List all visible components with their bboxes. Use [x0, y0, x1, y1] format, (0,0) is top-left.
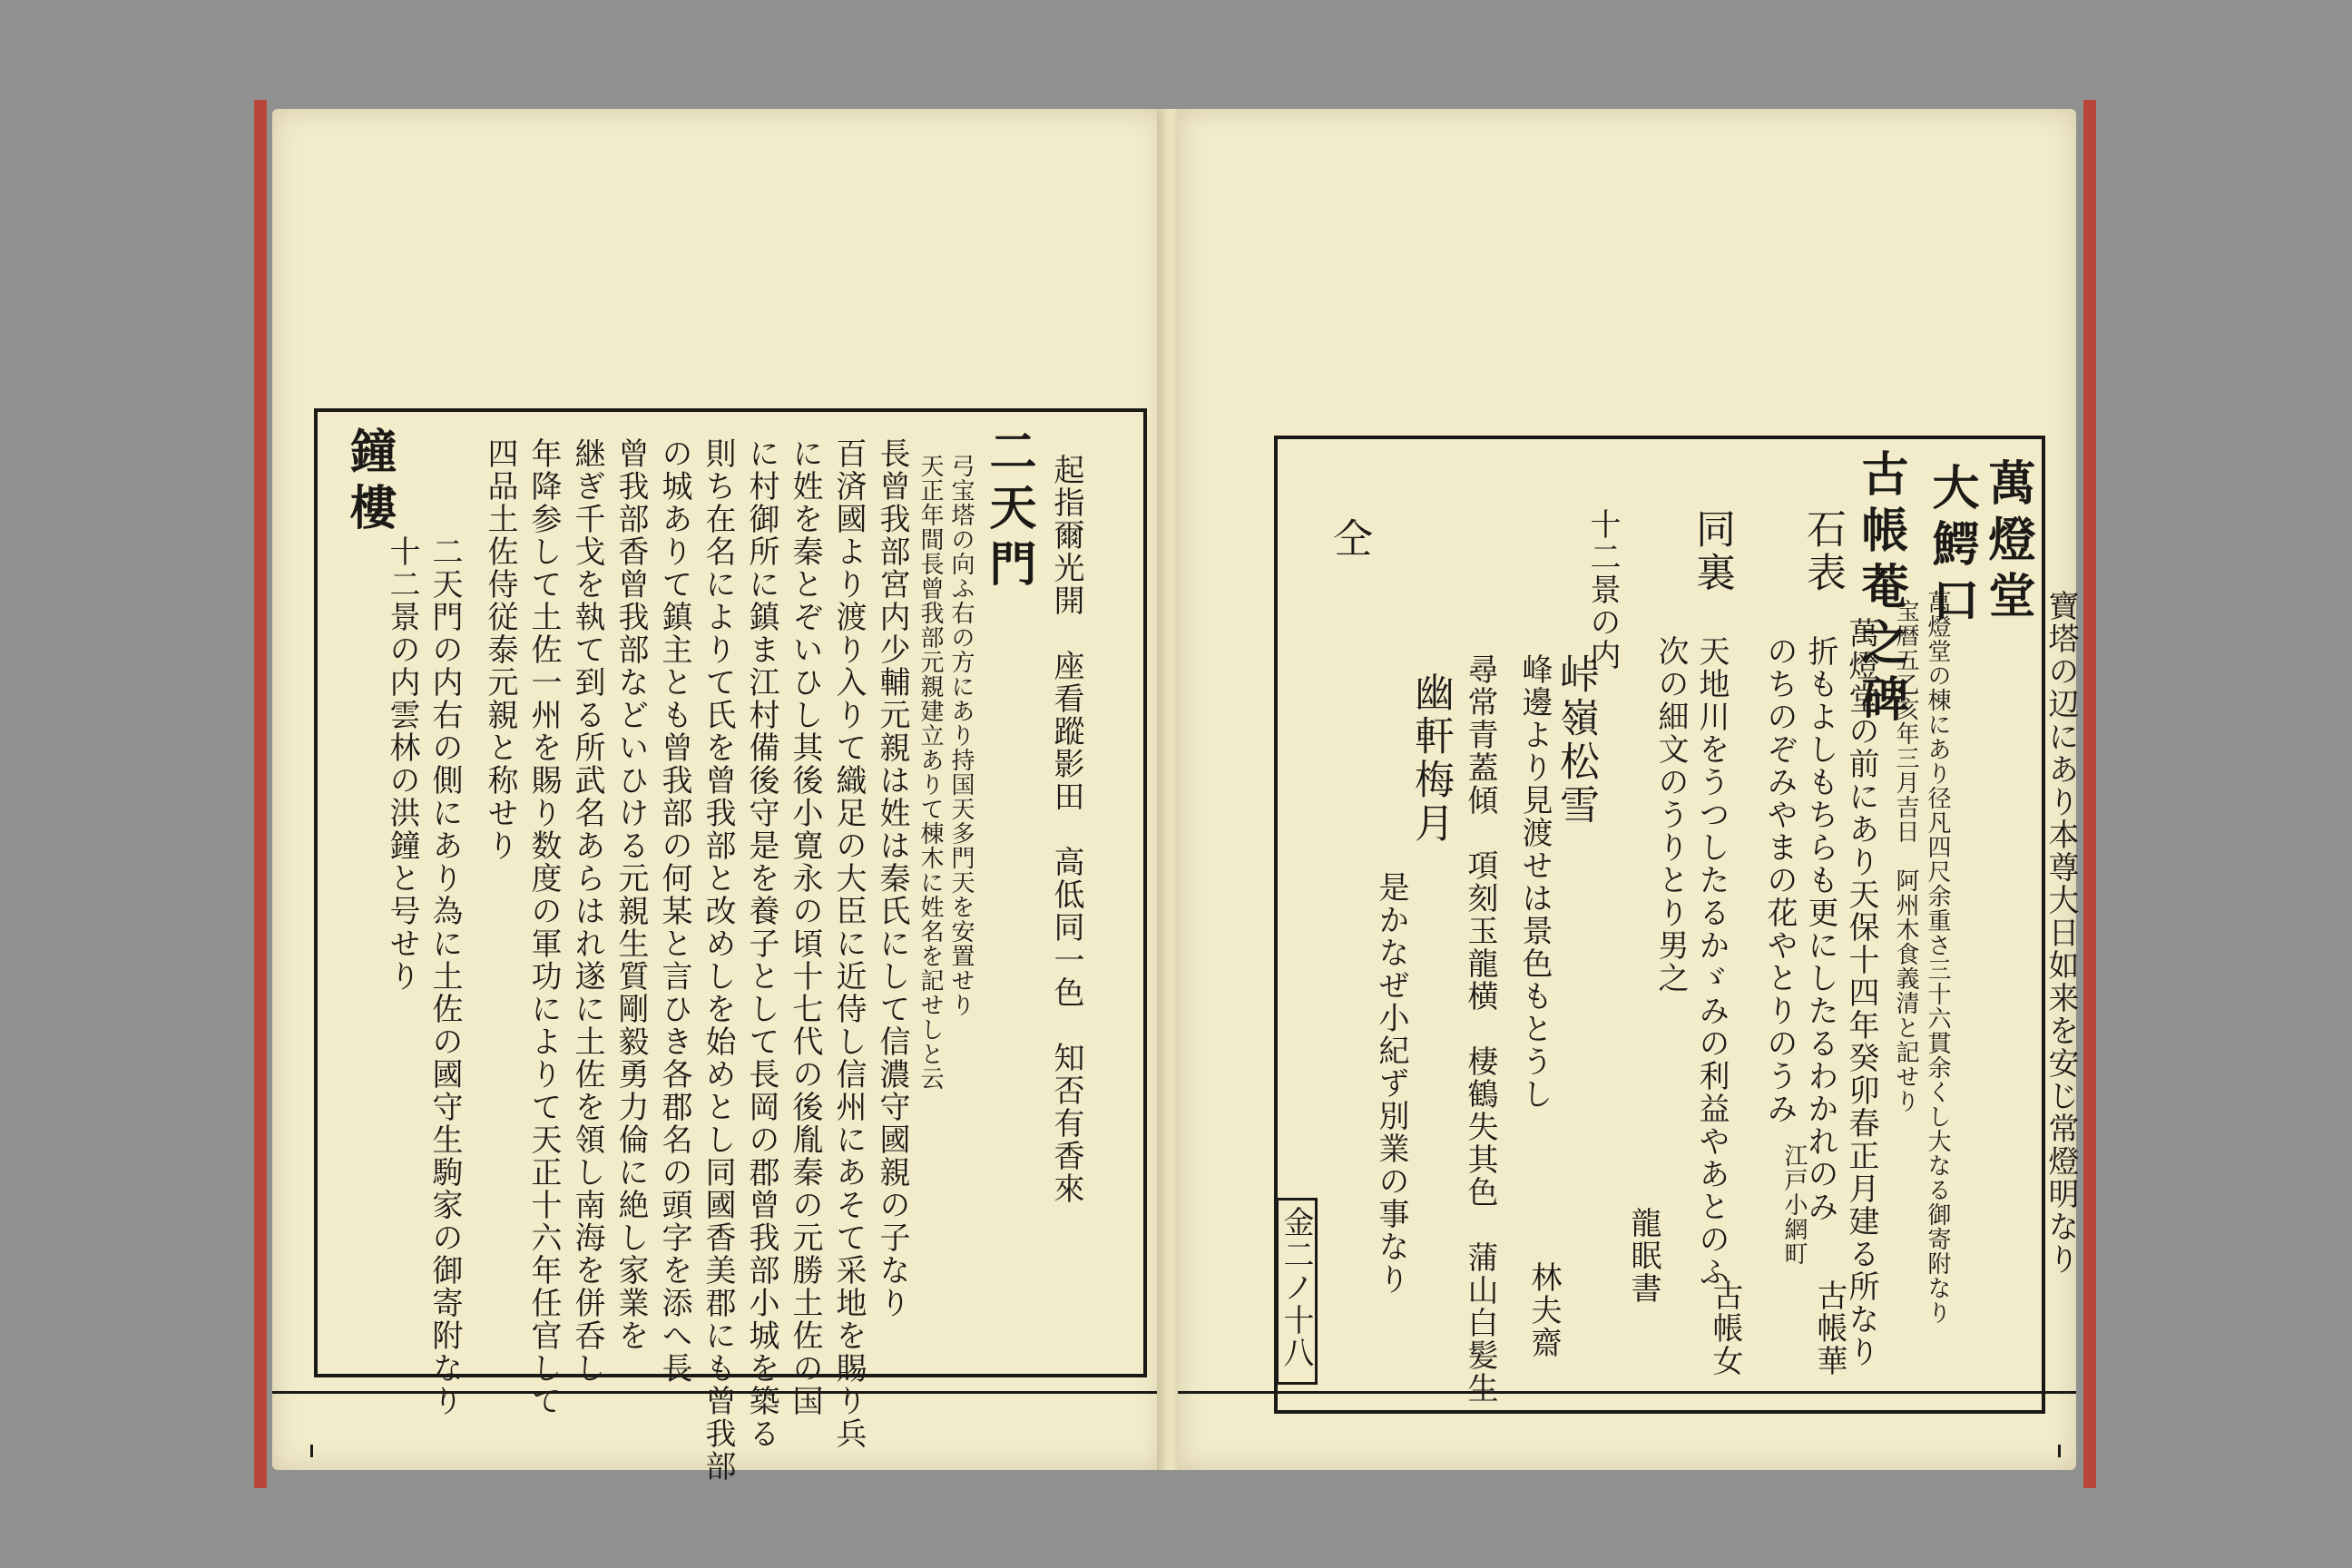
line-3: 天正年間長曾我部元親建立ありて棟木に姓名を記せしと云: [916, 454, 944, 1091]
right-page-bottom-rule: [1178, 1391, 2076, 1394]
left-page-margin-tick: [310, 1445, 313, 1457]
line-10: 曾我部香曾我部などいひける元親生質剛毅勇力倫に絶し家業を: [612, 437, 649, 1352]
sig-1-place: 江戸小網町: [1780, 1143, 1808, 1266]
title-kochoan: 古帳菴之碑: [1853, 449, 1908, 730]
sig-3: 龍眠書: [1625, 1207, 1661, 1305]
heading-niten: 二天門: [981, 426, 1036, 595]
line-1: 起指爾光開 座看蹤影田 高低同一色 知否有香來: [1048, 454, 1084, 1205]
line-r2: 萬燈堂の棟にあり径凡四尺余重さ三十六貫余くし大なる御寄附なり: [1924, 590, 1951, 1325]
heading-shoro: 鐘樓: [341, 426, 397, 539]
line-9: の城ありて鎮主とも曾我部の何某と言ひき各郡名の頭字を添へ長: [656, 437, 692, 1385]
line-r13: 幽軒梅月: [1407, 671, 1454, 846]
stone-front-label: 石表: [1799, 508, 1846, 595]
line-r3: 宝暦五乙亥年三月吉日 阿州木食義清と記せり: [1892, 599, 1919, 1113]
line-r5: 折もよしもちらも更にしたるわかれのみ: [1802, 635, 1838, 1223]
left-page: [272, 109, 1163, 1483]
right-page: [1178, 109, 2079, 1470]
line-5: 百済國より渡り入りて織足の大臣に近侍し信州にあそて采地を賜り兵: [830, 437, 867, 1450]
title-oogumaguchi: 大鰐口: [1924, 463, 1979, 632]
corner-mark: 仝: [1326, 517, 1372, 561]
line-11: 継ぎ千戈を執て到る所武名あらはれ遂に土佐を領し南海を併呑し: [569, 437, 605, 1385]
fold-label-box: [1276, 1198, 1318, 1385]
right-page-margin-tick: [2058, 1445, 2061, 1457]
line-13: 四品土佐侍従泰元親と称せり: [482, 437, 518, 862]
line-14: 二天門の内右の側にあり為に土佐の國守生駒家の御寄附なり: [426, 535, 463, 1417]
sig-1: 古帳華: [1811, 1279, 1847, 1377]
line-r9: 十二景の内: [1584, 508, 1621, 671]
line-2: 弓宝塔の向ふ右の方にあり持国天多門天を安置せり: [947, 454, 975, 1017]
line-6: に姓を秦とぞいひし其後小寛永の頃十七代の後胤秦の元勝土佐の国: [787, 437, 823, 1417]
line-r14: 是かなぜ小紀ず別業の事なり: [1373, 871, 1409, 1296]
line-r11: 峰邊より見渡せは景色もとうし: [1516, 653, 1553, 1111]
line-r10: 峠嶺松雪: [1553, 653, 1599, 828]
open-book: [254, 100, 2096, 1488]
sig-2: 古帳女: [1707, 1279, 1743, 1377]
line-r6: のちのぞみやまの花やとりのうみ: [1761, 635, 1798, 1125]
book-cover-right-edge: [2083, 100, 2096, 1488]
title-mantodo: 萬燈堂: [1980, 458, 2035, 627]
line-4: 長曾我部宮内少輔元親は姓は秦氏にして信濃守國親の子なり: [874, 437, 910, 1319]
line-8: 則ち在名によりて氏を曾我部と改めしを始めとし同國香美郡にも曾我部: [700, 437, 736, 1483]
stone-back-label: 同裏: [1689, 508, 1735, 595]
fold-label: 金二ノ十八: [1278, 1206, 1314, 1369]
line-r7: 天地川をうつしたるかゞみの利益やあとのふ: [1693, 635, 1730, 1289]
line-r12: 尋常青蓋傾 項刻玉龍横 棲鶴失其色 蒲山白髪生: [1462, 653, 1498, 1405]
line-r1: 寶塔の辺にあり本尊大日如来を安じ常燈明なり: [2043, 590, 2079, 1276]
book-cover-left-edge: [254, 100, 267, 1488]
line-r8: 次の細文のうりとり男之: [1652, 635, 1689, 995]
line-15: 十二景の内雲林の洪鐘と号せり: [384, 535, 420, 993]
line-12: 年降参して土佐一州を賜り数度の軍功によりて天正十六年任官して: [525, 437, 562, 1417]
sig-4: 林夫齋: [1525, 1261, 1562, 1359]
line-r4: 萬燈堂の前にあり天保十四年癸卯春正月建る所なり: [1843, 617, 1879, 1368]
line-7: に村御所に鎮ま江村備後守是を養子として長岡の郡曾我部小城を築る: [743, 437, 779, 1450]
